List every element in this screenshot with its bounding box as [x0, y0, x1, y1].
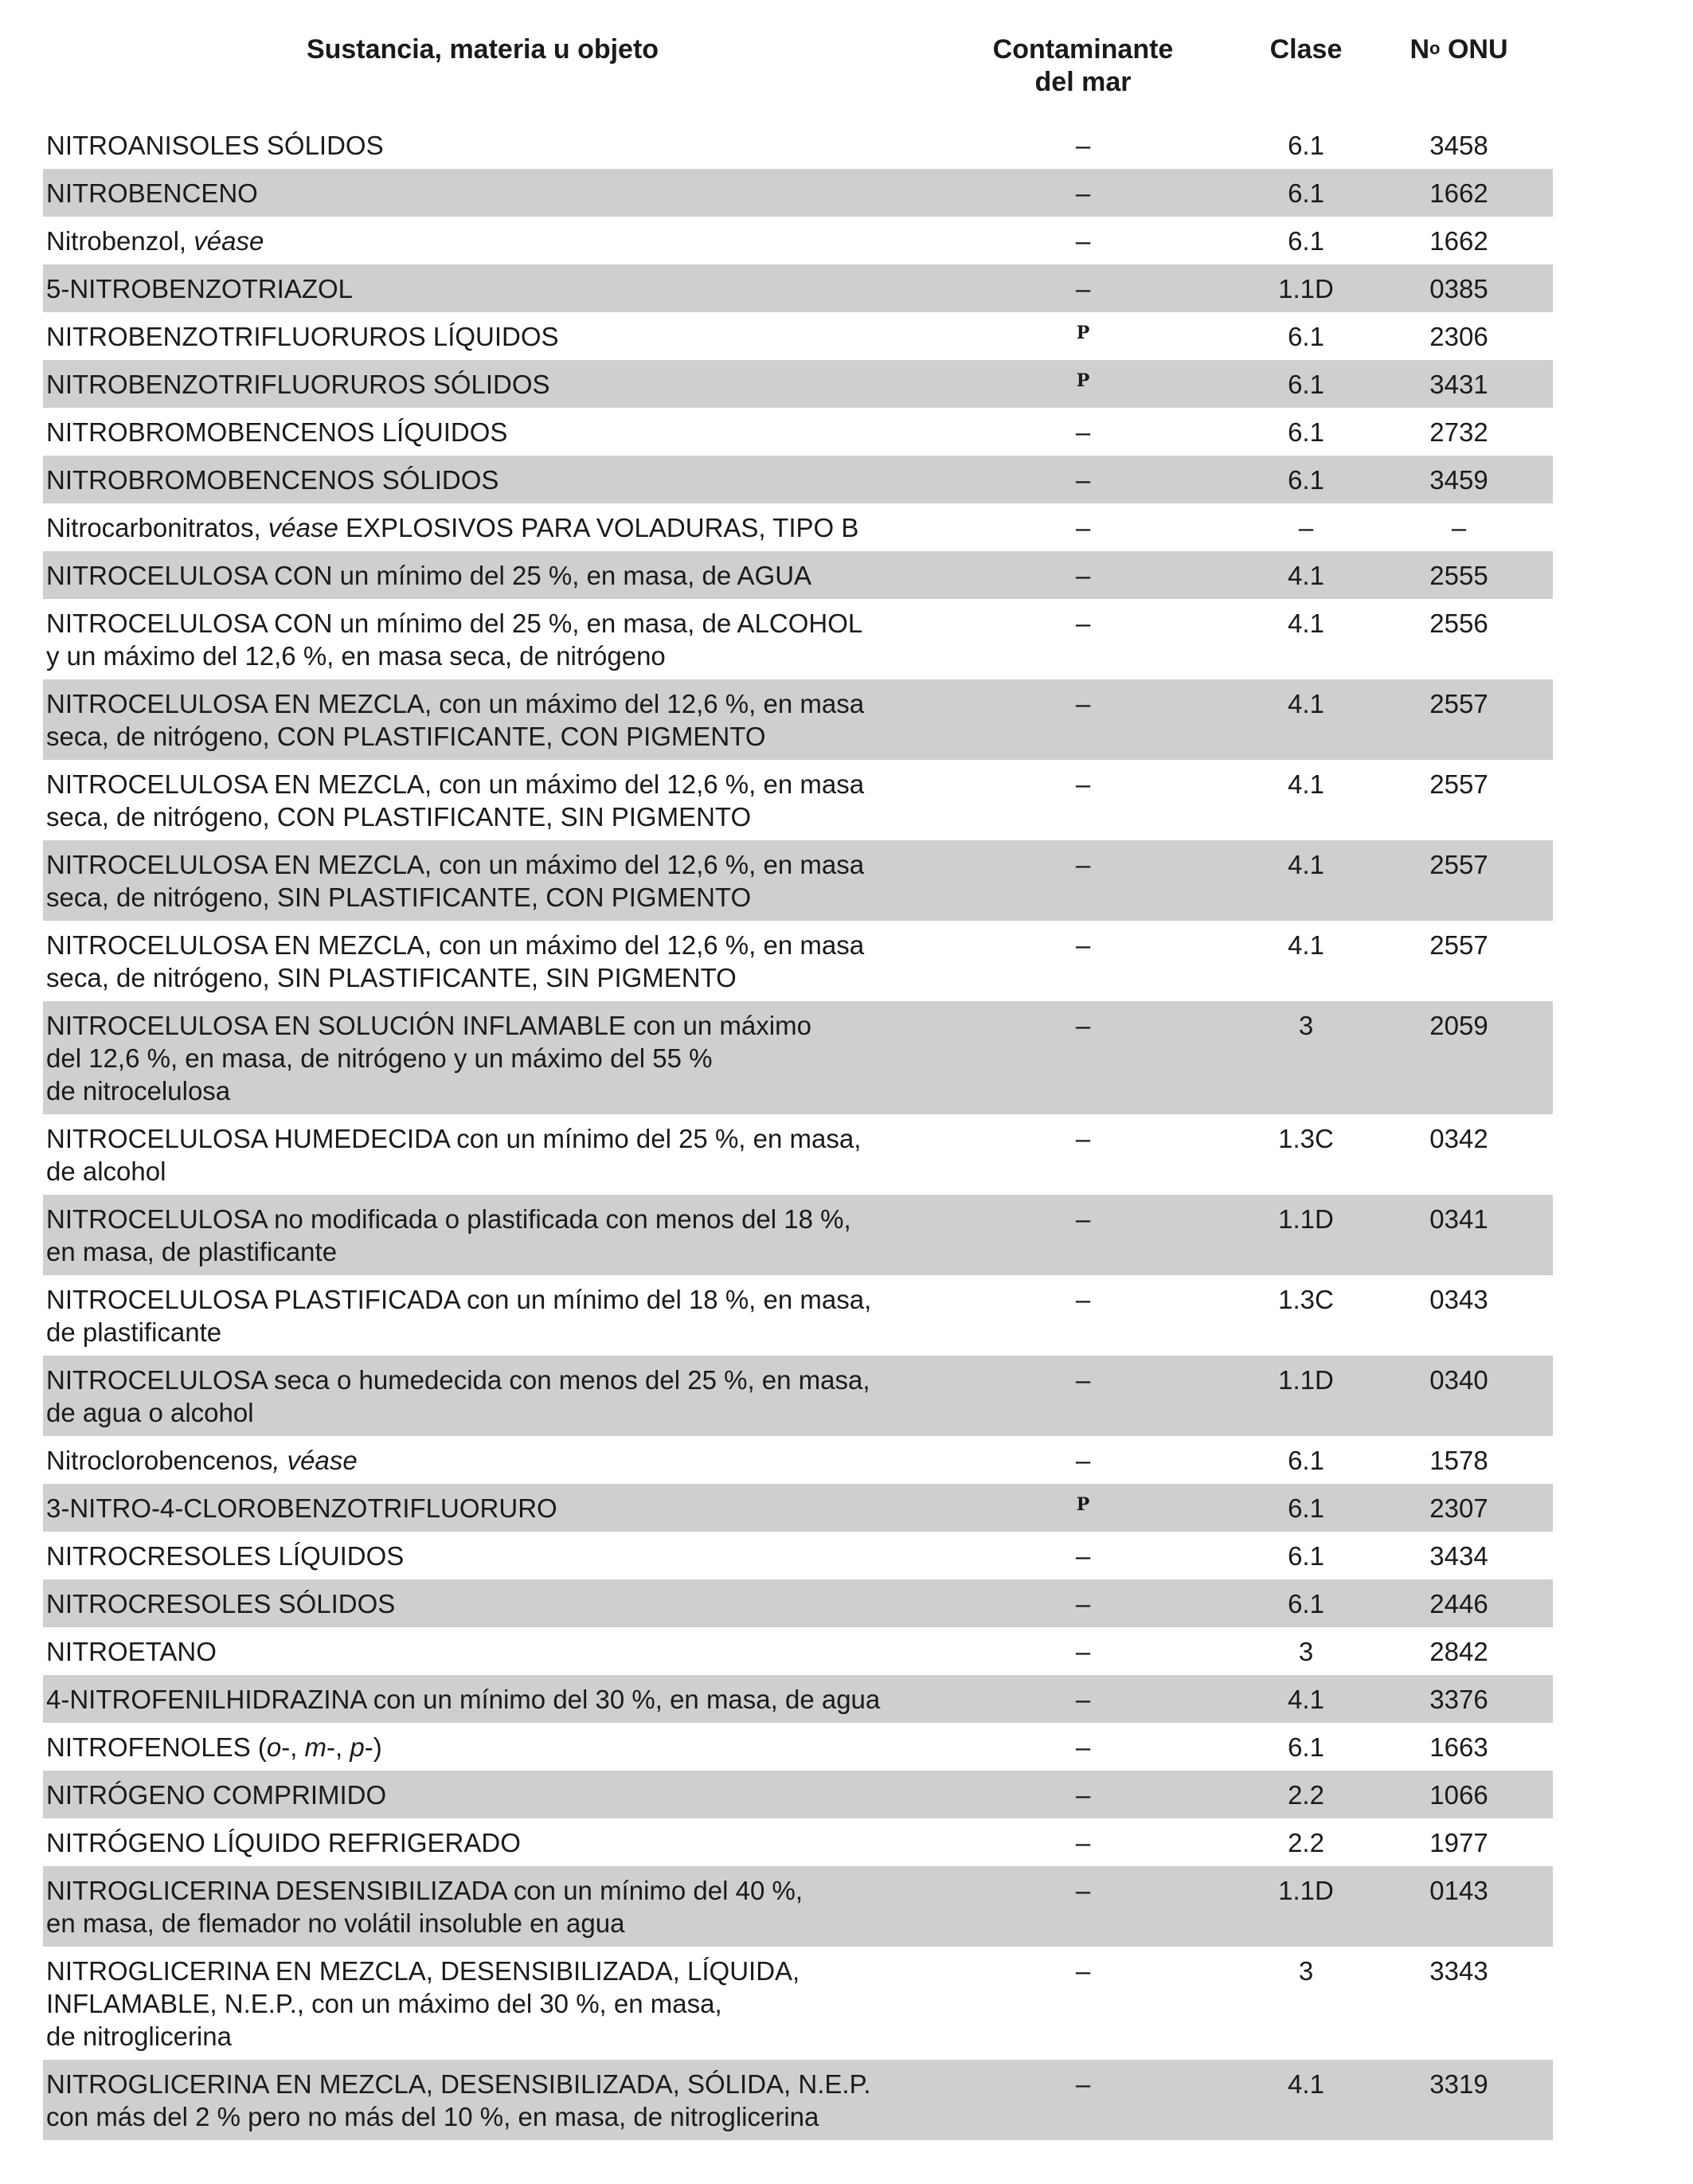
class-cell: 3 — [1298, 1011, 1314, 1040]
class-cell: 6.1 — [1288, 465, 1324, 495]
substance-name: NITROCELULOSA PLASTIFICADA con un mínimo del 18 %, en masa, de plastificante — [46, 1285, 872, 1347]
class-cell: 6.1 — [1288, 1446, 1324, 1475]
table-row — [43, 599, 1553, 679]
marine-pollutant-cell: P — [1076, 1494, 1090, 1515]
table-row — [43, 503, 1553, 551]
un-number-cell: 0340 — [1429, 1365, 1488, 1395]
substance-name: NITROCRESOLES SÓLIDOS — [46, 1589, 396, 1618]
marine-pollutant-cell: – — [1075, 1589, 1091, 1618]
substance-name: NITROCELULOSA seca o humedecida con menos del 25 %, en masa, de agua o alcohol — [46, 1365, 870, 1427]
class-cell: 2.2 — [1288, 1780, 1324, 1810]
substance-name: NITROBENCENO — [46, 178, 258, 208]
table-row — [43, 121, 1553, 169]
substance-name: NITROBENZOTRIFLUORUROS LÍQUIDOS — [46, 322, 559, 351]
header-marine-pollutant: Contaminante del mar — [992, 34, 1174, 97]
un-number-cell: 2556 — [1429, 609, 1488, 638]
class-cell: 1.1D — [1278, 1204, 1334, 1234]
table-row — [43, 1532, 1553, 1579]
table-row — [43, 1275, 1553, 1356]
class-cell: 4.1 — [1288, 850, 1324, 879]
substances-table — [43, 33, 1553, 2140]
table-row — [43, 679, 1553, 760]
substance-name: NITROBROMOBENCENOS LÍQUIDOS — [46, 417, 508, 447]
un-number-cell: 0385 — [1429, 274, 1488, 303]
un-number-cell: 1977 — [1429, 1828, 1488, 1857]
substance-name: NITROBENZOTRIFLUORUROS SÓLIDOS — [46, 370, 550, 399]
class-cell: 6.1 — [1288, 1541, 1324, 1571]
substance-name: NITROGLICERINA EN MEZCLA, DESENSIBILIZADA, SÓLIDA, N.E.P. con más del 2 % pero no más del 10 %, en masa, de nitroglicerina — [46, 2069, 871, 2131]
substance-name: NITROETANO — [46, 1637, 217, 1666]
class-cell: 1.1D — [1278, 1876, 1334, 1905]
substance-name: NITROCELULOSA no modificada o plastificada con menos del 18 %, en masa, de plastificante — [46, 1204, 851, 1266]
class-cell: 1.1D — [1278, 1365, 1334, 1395]
table-row — [43, 840, 1553, 921]
substance-name: NITROCELULOSA CON un mínimo del 25 %, en masa, de AGUA — [46, 561, 812, 590]
substance-name: NITROFENOLES (o-, m-, p-) — [46, 1732, 382, 1762]
un-number-cell: 1662 — [1429, 178, 1488, 208]
table-row — [43, 217, 1553, 264]
class-cell: 4.1 — [1288, 609, 1324, 638]
class-cell: 4.1 — [1288, 930, 1324, 960]
class-cell: 1.1D — [1278, 274, 1334, 303]
class-cell: 3 — [1298, 1956, 1314, 1986]
table-row — [43, 1675, 1553, 1723]
marine-pollutant-cell: P — [1076, 323, 1090, 343]
substance-name: NITRÓGENO COMPRIMIDO — [46, 1780, 387, 1810]
substance-name: NITROCRESOLES LÍQUIDOS — [46, 1541, 405, 1571]
marine-pollutant-cell: – — [1075, 2069, 1091, 2099]
substance-name: 4-NITROFENILHIDRAZINA con un mínimo del 30 %, en masa, de agua — [46, 1685, 881, 1714]
header-class: Clase — [1269, 34, 1343, 65]
class-cell: 6.1 — [1288, 131, 1324, 160]
table-row — [43, 2060, 1553, 2140]
marine-pollutant-cell: – — [1075, 561, 1091, 590]
marine-pollutant-cell: – — [1075, 178, 1091, 208]
marine-pollutant-cell: – — [1075, 1285, 1091, 1314]
un-number-cell: 1663 — [1429, 1732, 1488, 1762]
marine-pollutant-cell: – — [1075, 1124, 1091, 1153]
substance-name: NITROANISOLES SÓLIDOS — [46, 131, 384, 160]
class-cell: 4.1 — [1288, 769, 1324, 799]
marine-pollutant-cell: – — [1075, 930, 1091, 960]
table-row — [43, 456, 1553, 503]
un-number-cell: 3319 — [1429, 2069, 1488, 2099]
un-number-cell: 0343 — [1429, 1285, 1488, 1314]
class-cell: – — [1298, 513, 1314, 542]
substance-name: NITROCELULOSA EN MEZCLA, con un máximo del 12,6 %, en masa seca, de nitrógeno, CON PLASTIFICANTE, CON PIGMENTO — [46, 689, 865, 751]
marine-pollutant-cell: – — [1075, 417, 1091, 447]
table-row — [43, 169, 1553, 217]
un-number-cell: 1662 — [1429, 226, 1488, 256]
un-number-cell: 2306 — [1429, 322, 1488, 351]
substance-name: NITROBROMOBENCENOS SÓLIDOS — [46, 465, 499, 495]
substance-name: NITROCELULOSA CON un mínimo del 25 %, en masa, de ALCOHOL y un máximo del 12,6 %, en masa seca, de nitrógeno — [46, 609, 863, 671]
un-number-cell: 3376 — [1429, 1685, 1488, 1714]
un-number-cell: 2307 — [1429, 1493, 1488, 1523]
class-cell: 6.1 — [1288, 1732, 1324, 1762]
un-number-cell: 2557 — [1429, 850, 1488, 879]
class-cell: 4.1 — [1288, 561, 1324, 590]
class-cell: 3 — [1298, 1637, 1314, 1666]
marine-pollutant-cell: – — [1075, 689, 1091, 718]
un-number-cell: 2557 — [1429, 769, 1488, 799]
marine-pollutant-cell: – — [1075, 465, 1091, 495]
un-number-cell: 3458 — [1429, 131, 1488, 160]
marine-pollutant-cell: – — [1075, 1732, 1091, 1762]
un-number-cell: 1578 — [1429, 1446, 1488, 1475]
table-row — [43, 1579, 1553, 1627]
un-number-cell: 2557 — [1429, 689, 1488, 718]
un-number-cell: 3459 — [1429, 465, 1488, 495]
substance-name: Nitrobenzol, véase — [46, 226, 264, 256]
table-row — [43, 551, 1553, 599]
marine-pollutant-cell: – — [1075, 850, 1091, 879]
substance-name: 3-NITRO-4-CLOROBENZOTRIFLUORURO — [46, 1493, 557, 1523]
marine-pollutant-cell: – — [1075, 1637, 1091, 1666]
table-row — [43, 1947, 1553, 2060]
table-row — [43, 1723, 1553, 1771]
table-row — [43, 1627, 1553, 1675]
un-number-cell: 3343 — [1429, 1956, 1488, 1986]
substance-name: NITROGLICERINA EN MEZCLA, DESENSIBILIZADA, LÍQUIDA, INFLAMABLE, N.E.P., con un máximo del 30 %, en masa, de nitroglicerina — [46, 1956, 800, 2051]
table-row — [43, 264, 1553, 312]
substance-name: NITROCELULOSA EN MEZCLA, con un máximo del 12,6 %, en masa seca, de nitrógeno, CON PLASTIFICANTE, SIN PIGMENTO — [46, 769, 865, 832]
table-row — [43, 360, 1553, 408]
substance-name: NITROCELULOSA EN MEZCLA, con un máximo del 12,6 %, en masa seca, de nitrógeno, SIN PLASTIFICANTE, SIN PIGMENTO — [46, 930, 865, 992]
table-row — [43, 1195, 1553, 1275]
un-number-cell: 3431 — [1429, 370, 1488, 399]
class-cell: 4.1 — [1288, 2069, 1324, 2099]
table-row — [43, 312, 1553, 360]
un-number-cell: 0342 — [1429, 1124, 1488, 1153]
table-row — [43, 921, 1553, 1001]
class-cell: 1.3C — [1278, 1124, 1334, 1153]
marine-pollutant-cell: – — [1075, 131, 1091, 160]
un-number-cell: 1066 — [1429, 1780, 1488, 1810]
un-number-cell: 0143 — [1429, 1876, 1488, 1905]
un-number-cell: 2732 — [1429, 417, 1488, 447]
class-cell: 6.1 — [1288, 1589, 1324, 1618]
table-row — [43, 1436, 1553, 1484]
class-cell: 6.1 — [1288, 322, 1324, 351]
marine-pollutant-cell: – — [1075, 226, 1091, 256]
table-row — [43, 1866, 1553, 1947]
marine-pollutant-cell: – — [1075, 1828, 1091, 1857]
marine-pollutant-cell: – — [1075, 1365, 1091, 1395]
class-cell: 4.1 — [1288, 1685, 1324, 1714]
marine-pollutant-cell: – — [1075, 1204, 1091, 1234]
un-number-cell: 2555 — [1429, 561, 1488, 590]
marine-pollutant-cell: P — [1076, 370, 1090, 391]
marine-pollutant-cell: – — [1075, 1780, 1091, 1810]
table-row — [43, 1001, 1553, 1114]
marine-pollutant-cell: – — [1075, 609, 1091, 638]
un-number-cell: 2557 — [1429, 930, 1488, 960]
class-cell: 6.1 — [1288, 226, 1324, 256]
substance-name: NITROGLICERINA DESENSIBILIZADA con un mínimo del 40 %, en masa, de flemador no volátil insoluble en agua — [46, 1876, 803, 1938]
table-row — [43, 1356, 1553, 1436]
table-row — [43, 1484, 1553, 1532]
header-substance: Sustancia, materia u objeto — [306, 34, 659, 65]
marine-pollutant-cell: – — [1075, 1011, 1091, 1040]
class-cell: 2.2 — [1288, 1828, 1324, 1857]
substance-name: NITRÓGENO LÍQUIDO REFRIGERADO — [46, 1828, 521, 1857]
substance-name: Nitrocarbonitratos, véase EXPLOSIVOS PARA VOLADURAS, TIPO B — [46, 513, 859, 542]
marine-pollutant-cell: – — [1075, 769, 1091, 799]
class-cell: 6.1 — [1288, 370, 1324, 399]
marine-pollutant-cell: – — [1075, 274, 1091, 303]
substance-name: 5-NITROBENZOTRIAZOL — [46, 274, 354, 303]
un-number-cell: 0341 — [1429, 1204, 1488, 1234]
marine-pollutant-cell: – — [1075, 1685, 1091, 1714]
marine-pollutant-cell: – — [1075, 513, 1091, 542]
table-header — [43, 33, 1553, 121]
substance-name: NITROCELULOSA HUMEDECIDA con un mínimo del 25 %, en masa, de alcohol — [46, 1124, 862, 1186]
class-cell: 6.1 — [1288, 417, 1324, 447]
header-un-number: $N^o$ ONU — [1410, 34, 1508, 65]
substance-name: Nitroclorobencenos, véase — [46, 1446, 358, 1475]
marine-pollutant-cell: – — [1075, 1446, 1091, 1475]
un-number-cell: 2059 — [1429, 1011, 1488, 1040]
marine-pollutant-cell: – — [1075, 1956, 1091, 1986]
class-cell: 6.1 — [1288, 178, 1324, 208]
table-row — [43, 760, 1553, 840]
table-body — [43, 121, 1553, 2140]
un-number-cell: 2446 — [1429, 1589, 1488, 1618]
table-row — [43, 1114, 1553, 1195]
marine-pollutant-cell: – — [1075, 1541, 1091, 1571]
marine-pollutant-cell: – — [1075, 1876, 1091, 1905]
table-row — [43, 1818, 1553, 1866]
un-number-cell: 2842 — [1429, 1637, 1488, 1666]
un-number-cell: – — [1451, 513, 1467, 542]
substance-name: NITROCELULOSA EN MEZCLA, con un máximo del 12,6 %, en masa seca, de nitrógeno, SIN PLASTIFICANTE, CON PIGMENTO — [46, 850, 865, 912]
substance-name: NITROCELULOSA EN SOLUCIÓN INFLAMABLE con un máximo del 12,6 %, en masa, de nitrógeno y un máximo del 55 % de nitrocelulosa — [46, 1011, 811, 1106]
table-row — [43, 408, 1553, 456]
class-cell: 4.1 — [1288, 689, 1324, 718]
table-row — [43, 1771, 1553, 1818]
class-cell: 1.3C — [1278, 1285, 1334, 1314]
un-number-cell: 3434 — [1429, 1541, 1488, 1571]
class-cell: 6.1 — [1288, 1493, 1324, 1523]
